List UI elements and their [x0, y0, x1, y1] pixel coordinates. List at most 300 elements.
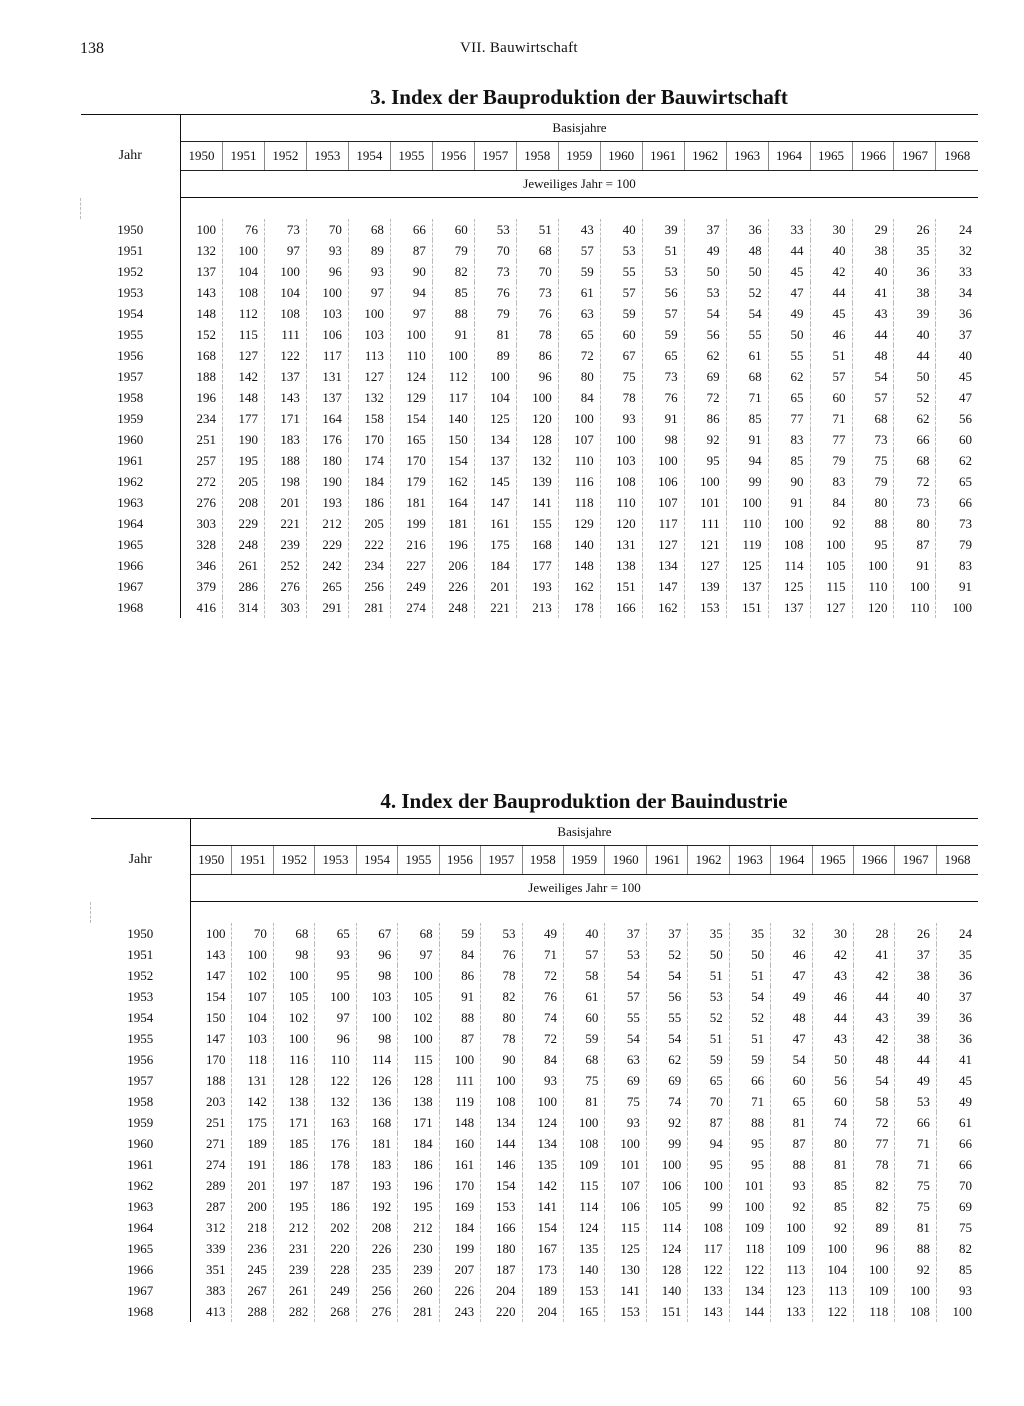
index-cell: 98	[356, 965, 397, 986]
header-row-years	[81, 142, 979, 171]
index-cell: 165	[563, 1301, 604, 1322]
index-cell: 40	[895, 986, 936, 1007]
index-cell: 88	[852, 513, 894, 534]
index-cell: 106	[605, 1196, 646, 1217]
index-cell: 339	[205, 1241, 226, 1256]
index-cell: 272	[196, 474, 216, 489]
index-cell: 93	[936, 1280, 978, 1301]
index-cell: 220	[481, 1301, 522, 1322]
index-cell: 154	[390, 408, 432, 429]
index-cell: 169	[439, 1196, 480, 1217]
index-cell: 231	[273, 1238, 314, 1259]
index-cell: 110	[894, 597, 936, 618]
index-cell: 59	[688, 1049, 729, 1070]
index-cell: 114	[768, 555, 810, 576]
index-cell: 88	[439, 1007, 480, 1028]
index-cell: 105	[646, 1196, 687, 1217]
index-cell: 74	[646, 1091, 687, 1112]
index-cell: 132	[196, 243, 216, 258]
index-cell: 132	[348, 387, 390, 408]
index-cell: 100	[688, 1175, 729, 1196]
index-cell: 148	[196, 306, 216, 321]
index-cell: 191	[232, 1154, 273, 1175]
index-cell: 239	[264, 534, 306, 555]
spacer-cell	[181, 198, 979, 220]
base-year-header: 1962	[684, 142, 726, 171]
base-year-header: 1953	[306, 142, 348, 171]
index-cell: 274	[205, 1157, 226, 1172]
index-cell: 53	[600, 240, 642, 261]
index-cell: 53	[684, 282, 726, 303]
base-year-header: 1965	[810, 142, 852, 171]
index-cell: 78	[600, 387, 642, 408]
index-cell: 100	[852, 555, 894, 576]
index-cell: 96	[306, 261, 348, 282]
index-cell: 44	[894, 345, 936, 366]
index-cell: 49	[771, 986, 812, 1007]
index-cell: 56	[684, 324, 726, 345]
index-cell: 90	[768, 471, 810, 492]
index-cell: 188	[264, 450, 306, 471]
base-year-header: 1951	[232, 846, 273, 875]
index-cell: 234	[196, 411, 216, 426]
row-year: 1954	[91, 1007, 191, 1028]
row-year: 1956	[81, 345, 181, 366]
index-cell: 49	[684, 240, 726, 261]
spacer-cell	[81, 198, 181, 220]
index-cell: 129	[390, 387, 432, 408]
index-cell: 45	[936, 366, 978, 387]
index-cell: 68	[348, 219, 390, 240]
index-cell: 151	[600, 576, 642, 597]
index-cell: 112	[222, 303, 264, 324]
index-cell: 134	[729, 1280, 770, 1301]
index-cell: 168	[356, 1112, 397, 1133]
index-cell: 140	[432, 408, 474, 429]
index-cell: 33	[936, 261, 978, 282]
index-cell: 61	[936, 1112, 978, 1133]
index-cell: 58	[563, 965, 604, 986]
index-cell: 141	[516, 492, 558, 513]
index-cell: 118	[729, 1238, 770, 1259]
index-cell: 75	[852, 450, 894, 471]
index-cell: 40	[852, 261, 894, 282]
index-cell: 68	[273, 923, 314, 944]
index-cell: 196	[196, 390, 216, 405]
index-cell: 78	[516, 324, 558, 345]
index-cell: 29	[852, 219, 894, 240]
index-cell: 128	[273, 1070, 314, 1091]
index-cell: 54	[646, 965, 687, 986]
index-cell: 40	[600, 219, 642, 240]
index-cell: 56	[936, 408, 978, 429]
table-row	[91, 1280, 979, 1301]
index-cell: 72	[522, 1028, 563, 1049]
index-cell: 383	[205, 1283, 226, 1298]
index-cell: 110	[852, 576, 894, 597]
index-cell: 174	[348, 450, 390, 471]
index-cell: 132	[516, 450, 558, 471]
table-row	[91, 1259, 979, 1280]
index-cell: 137	[474, 450, 516, 471]
index-cell: 184	[398, 1133, 439, 1154]
index-cell: 276	[264, 576, 306, 597]
index-cell: 170	[205, 1052, 226, 1067]
index-cell: 37	[646, 923, 687, 944]
table-row	[81, 576, 979, 597]
index-cell: 50	[729, 944, 770, 965]
index-cell: 177	[222, 408, 264, 429]
row-year: 1965	[81, 534, 181, 555]
index-cell: 143	[264, 387, 306, 408]
index-cell: 91	[768, 492, 810, 513]
row-year: 1955	[81, 324, 181, 345]
index-cell: 60	[936, 429, 978, 450]
index-cell: 93	[315, 944, 356, 965]
jeweiliges-jahr-label: Jeweiliges Jahr = 100	[191, 875, 979, 902]
index-cell: 125	[726, 555, 768, 576]
base-year-header: 1956	[432, 142, 474, 171]
index-cell: 125	[768, 576, 810, 597]
index-cell: 138	[273, 1091, 314, 1112]
index-cell: 276	[196, 495, 216, 510]
index-cell: 52	[729, 1007, 770, 1028]
index-cell: 104	[812, 1259, 853, 1280]
index-cell: 72	[894, 471, 936, 492]
index-cell: 45	[936, 1070, 978, 1091]
index-cell: 38	[895, 965, 936, 986]
index-cell: 281	[398, 1301, 439, 1322]
index-cell: 271	[205, 1136, 226, 1151]
index-cell: 226	[356, 1238, 397, 1259]
index-cell: 85	[726, 408, 768, 429]
index-cell: 212	[306, 513, 348, 534]
index-cell: 63	[605, 1049, 646, 1070]
index-cell: 115	[222, 324, 264, 345]
index-cell: 87	[894, 534, 936, 555]
index-cell: 167	[522, 1238, 563, 1259]
row-year: 1953	[81, 282, 181, 303]
index-cell: 221	[264, 513, 306, 534]
index-cell: 76	[522, 986, 563, 1007]
index-cell: 59	[563, 1028, 604, 1049]
index-cell: 91	[432, 324, 474, 345]
jeweiliges-jahr-label: Jeweiliges Jahr = 100	[181, 171, 979, 198]
index-cell: 114	[356, 1049, 397, 1070]
base-year-header: 1958	[522, 846, 563, 875]
index-cell: 180	[306, 450, 348, 471]
row-year: 1955	[91, 1028, 191, 1049]
index-cell: 53	[481, 923, 522, 944]
index-cell: 81	[474, 324, 516, 345]
index-cell: 181	[356, 1133, 397, 1154]
index-cell: 151	[726, 597, 768, 618]
index-cell: 98	[273, 944, 314, 965]
index-cell: 79	[936, 534, 978, 555]
index-cell: 67	[356, 923, 397, 944]
index-cell: 75	[600, 366, 642, 387]
index-cell: 112	[432, 366, 474, 387]
index-cell: 117	[432, 387, 474, 408]
index-cell: 50	[894, 366, 936, 387]
index-cell: 111	[264, 324, 306, 345]
index-cell: 100	[605, 1133, 646, 1154]
index-cell: 78	[481, 965, 522, 986]
index-cell: 413	[205, 1304, 226, 1319]
table-row	[81, 450, 979, 471]
table-row	[81, 240, 979, 261]
index-cell: 92	[812, 1217, 853, 1238]
index-cell: 52	[726, 282, 768, 303]
index-cell: 245	[232, 1259, 273, 1280]
index-cell: 100	[729, 1196, 770, 1217]
index-cell: 261	[222, 555, 264, 576]
row-year: 1952	[91, 965, 191, 986]
index-cell: 100	[273, 1028, 314, 1049]
index-cell: 115	[398, 1049, 439, 1070]
index-cell: 113	[348, 345, 390, 366]
index-cell: 282	[273, 1301, 314, 1322]
index-cell: 81	[812, 1154, 853, 1175]
index-cell: 61	[558, 282, 600, 303]
table-row	[81, 282, 979, 303]
table-title: 4. Index der Bauproduktion der Bauindustrie	[380, 789, 788, 813]
index-cell: 36	[936, 965, 978, 986]
index-cell: 188	[196, 369, 216, 384]
index-cell: 54	[605, 1028, 646, 1049]
table-row	[91, 1154, 979, 1175]
index-cell: 100	[481, 1070, 522, 1091]
index-cell: 40	[894, 324, 936, 345]
index-cell: 136	[356, 1091, 397, 1112]
index-cell: 155	[516, 513, 558, 534]
index-cell: 220	[315, 1238, 356, 1259]
index-cell: 85	[768, 450, 810, 471]
index-cell: 198	[264, 471, 306, 492]
index-cell: 32	[936, 240, 978, 261]
base-year-header: 1955	[398, 846, 439, 875]
index-cell: 91	[726, 429, 768, 450]
index-cell: 38	[852, 240, 894, 261]
index-cell: 188	[205, 1073, 226, 1088]
index-cell: 77	[810, 429, 852, 450]
index-cell: 351	[205, 1262, 226, 1277]
index-cell: 59	[642, 324, 684, 345]
index-cell: 68	[894, 450, 936, 471]
index-cell: 87	[771, 1133, 812, 1154]
index-cell: 92	[646, 1112, 687, 1133]
index-cell: 100	[222, 240, 264, 261]
index-cell: 66	[895, 1112, 936, 1133]
index-cell: 46	[810, 324, 852, 345]
index-cell: 48	[854, 1049, 895, 1070]
index-cell: 72	[522, 965, 563, 986]
index-cell: 137	[726, 576, 768, 597]
index-cell: 103	[232, 1028, 273, 1049]
index-cell: 133	[771, 1301, 812, 1322]
base-year-header: 1953	[315, 846, 356, 875]
index-cell: 103	[356, 986, 397, 1007]
index-cell: 252	[264, 555, 306, 576]
index-cell: 131	[600, 534, 642, 555]
index-cell: 47	[936, 387, 978, 408]
index-cell: 100	[348, 303, 390, 324]
index-cell: 109	[771, 1238, 812, 1259]
index-cell: 110	[600, 492, 642, 513]
index-cell: 92	[771, 1196, 812, 1217]
index-cell: 134	[522, 1133, 563, 1154]
index-cell: 46	[771, 944, 812, 965]
index-cell: 30	[812, 923, 853, 944]
index-cell: 52	[894, 387, 936, 408]
index-cell: 57	[810, 366, 852, 387]
index-cell: 82	[854, 1175, 895, 1196]
index-cell: 125	[474, 408, 516, 429]
index-cell: 60	[563, 1007, 604, 1028]
index-cell: 197	[273, 1175, 314, 1196]
index-cell: 95	[729, 1133, 770, 1154]
index-cell: 162	[558, 576, 600, 597]
index-cell: 48	[771, 1007, 812, 1028]
index-cell: 76	[481, 944, 522, 965]
index-cell: 111	[439, 1070, 480, 1091]
index-cell: 46	[812, 986, 853, 1007]
table-row	[91, 1007, 979, 1028]
index-cell: 93	[605, 1112, 646, 1133]
base-year-header: 1963	[726, 142, 768, 171]
index-cell: 131	[306, 366, 348, 387]
index-cell: 42	[812, 944, 853, 965]
index-cell: 54	[771, 1049, 812, 1070]
index-cell: 94	[726, 450, 768, 471]
index-cell: 55	[646, 1007, 687, 1028]
index-cell: 124	[390, 366, 432, 387]
index-cell: 53	[688, 986, 729, 1007]
index-cell: 32	[771, 923, 812, 944]
index-cell: 267	[232, 1280, 273, 1301]
jahr-header: Jahr	[81, 115, 181, 198]
index-cell: 73	[642, 366, 684, 387]
index-cell: 117	[688, 1238, 729, 1259]
index-cell: 48	[726, 240, 768, 261]
index-cell: 196	[432, 534, 474, 555]
index-table-bauindustrie	[90, 818, 978, 1322]
base-year-header: 1950	[181, 142, 223, 171]
index-cell: 105	[810, 555, 852, 576]
index-cell: 40	[936, 345, 978, 366]
index-cell: 49	[895, 1070, 936, 1091]
base-year-header: 1954	[348, 142, 390, 171]
index-cell: 82	[936, 1238, 978, 1259]
base-year-header: 1954	[356, 846, 397, 875]
row-year: 1953	[91, 986, 191, 1007]
index-cell: 95	[684, 450, 726, 471]
index-cell: 229	[222, 513, 264, 534]
index-cell: 186	[348, 492, 390, 513]
index-cell: 62	[646, 1049, 687, 1070]
header-row-basis	[81, 115, 979, 142]
index-cell: 249	[390, 576, 432, 597]
index-cell: 132	[315, 1091, 356, 1112]
index-cell: 108	[264, 303, 306, 324]
index-cell: 176	[315, 1133, 356, 1154]
index-cell: 104	[232, 1007, 273, 1028]
index-cell: 126	[356, 1070, 397, 1091]
index-cell: 205	[348, 513, 390, 534]
index-cell: 41	[854, 944, 895, 965]
index-cell: 43	[854, 1007, 895, 1028]
index-cell: 140	[558, 534, 600, 555]
index-cell: 97	[398, 944, 439, 965]
row-year: 1965	[91, 1238, 191, 1259]
index-cell: 103	[600, 450, 642, 471]
index-cell: 53	[605, 944, 646, 965]
index-cell: 101	[605, 1154, 646, 1175]
index-cell: 127	[642, 534, 684, 555]
index-cell: 115	[563, 1175, 604, 1196]
index-cell: 152	[196, 327, 216, 342]
table-row	[81, 366, 979, 387]
index-cell: 147	[205, 968, 226, 983]
index-cell: 65	[315, 923, 356, 944]
index-cell: 170	[390, 450, 432, 471]
index-cell: 160	[439, 1133, 480, 1154]
row-year: 1957	[81, 366, 181, 387]
index-cell: 36	[726, 219, 768, 240]
index-cell: 139	[684, 576, 726, 597]
index-cell: 24	[936, 923, 978, 944]
basisjahre-label: Basisjahre	[181, 115, 979, 142]
index-cell: 66	[390, 219, 432, 240]
index-cell: 226	[432, 576, 474, 597]
index-cell: 44	[852, 324, 894, 345]
index-cell: 379	[196, 579, 216, 594]
index-cell: 145	[474, 471, 516, 492]
table-row	[91, 1196, 979, 1217]
index-cell: 96	[516, 366, 558, 387]
index-cell: 95	[688, 1154, 729, 1175]
index-cell: 47	[771, 965, 812, 986]
index-cell: 65	[768, 387, 810, 408]
index-cell: 153	[563, 1280, 604, 1301]
index-cell: 53	[895, 1091, 936, 1112]
index-cell: 118	[558, 492, 600, 513]
row-year: 1966	[81, 555, 181, 576]
row-year: 1961	[91, 1154, 191, 1175]
index-cell: 140	[646, 1280, 687, 1301]
index-cell: 205	[222, 471, 264, 492]
index-cell: 203	[205, 1094, 226, 1109]
index-cell: 171	[273, 1112, 314, 1133]
index-cell: 60	[771, 1070, 812, 1091]
index-cell: 63	[558, 303, 600, 324]
row-year: 1951	[91, 944, 191, 965]
index-cell: 90	[481, 1049, 522, 1070]
index-cell: 131	[232, 1070, 273, 1091]
index-cell: 39	[642, 219, 684, 240]
index-cell: 100	[390, 324, 432, 345]
index-cell: 81	[771, 1112, 812, 1133]
index-cell: 122	[315, 1070, 356, 1091]
base-year-header: 1959	[563, 846, 604, 875]
index-cell: 71	[895, 1133, 936, 1154]
index-cell: 51	[642, 240, 684, 261]
base-year-header: 1958	[516, 142, 558, 171]
index-cell: 100	[306, 282, 348, 303]
index-cell: 111	[684, 513, 726, 534]
row-year: 1966	[91, 1259, 191, 1280]
index-cell: 49	[522, 923, 563, 944]
